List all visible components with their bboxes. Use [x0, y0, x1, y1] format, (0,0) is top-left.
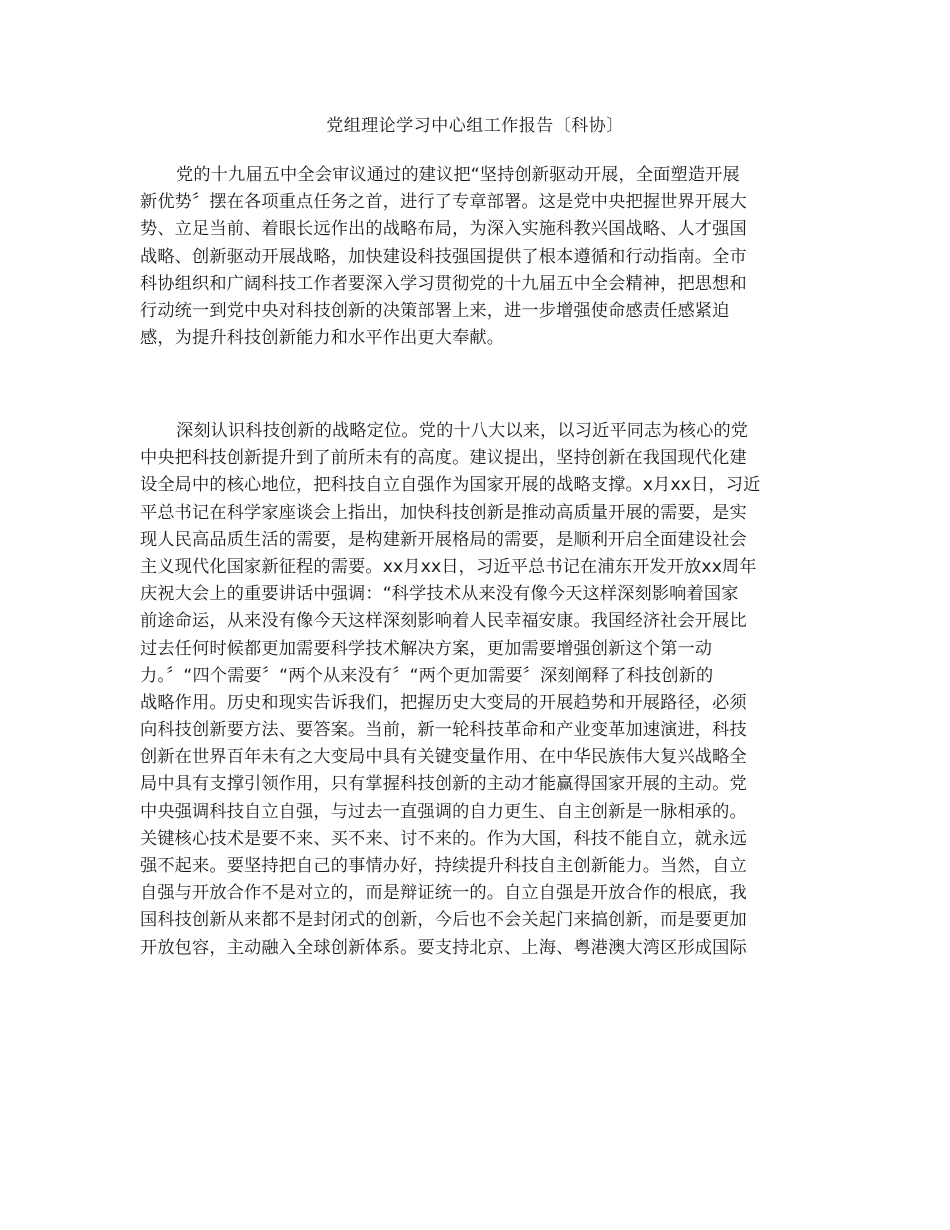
paragraph-line: 开放包容，主动融入全球创新体系。要支持北京、上海、粤港澳大湾区形成国际	[140, 937, 747, 958]
paragraph-1	[140, 162, 800, 352]
paragraph-line: 局中具有支撑引领作用，只有掌握科技创新的主动才能赢得国家开展的主动。党	[140, 774, 747, 795]
paragraph-line: 国科技创新从来都不是封闭式的创新，今后也不会关起门来搞创新，而是要更加	[140, 910, 747, 931]
paragraph-line: 党的十九届五中全会审议通过的建议把“坚持创新驱动开展，全面塑造开展	[176, 165, 740, 185]
document-title: 党组理论学习中心组工作报告〔科协〕	[326, 116, 624, 136]
paragraph-line: 设全局中的核心地位，把科技自立自强作为国家开展的战略支撑。x月xx日，习近	[140, 475, 761, 496]
paragraph-line: 战略、创新驱动开展战略，加快建设科技强国提供了根本遵循和行动指南。全市	[140, 246, 747, 267]
paragraph-line: 主义现代化国家新征程的需要。xx月xx日，习近平总书记在浦东开发开放xx周年	[140, 556, 757, 577]
paragraph-line: 现人民高品质生活的需要，是构建新开展格局的需要，是顺利开启全面建设社会	[140, 529, 747, 550]
paragraph-line: 过去任何时候都更加需要科学技术解决方案，更加需要增强创新这个第一动	[140, 638, 713, 659]
paragraph-line: 中央强调科技自立自强，与过去一直强调的自力更生、自主创新是一脉相承的。	[140, 801, 747, 822]
paragraph-line: 强不起来。要坚持把自己的事情办好，持续提升科技自主创新能力。当然，自立	[140, 856, 747, 876]
paragraph-line: 中央把科技创新提升到了前所未有的高度。建议提出，坚持创新在我国现代化建	[140, 448, 747, 469]
paragraph-2	[140, 418, 800, 962]
paragraph-line: 关键核心技术是要不来、买不来、讨不来的。作为大国，科技不能自立，就永远	[140, 828, 747, 849]
paragraph-line: 科协组织和广阔科技工作者要深入学习贯彻党的十九届五中全会精神，把思想和	[140, 273, 747, 294]
paragraph-line: 新优势〞摆在各项重点任务之首，进行了专章部署。这是党中央把握世界开展大	[140, 192, 747, 213]
paragraph-line: 感，为提升科技创新能力和水平作出更大奉献。	[140, 328, 505, 349]
paragraph-line: 向科技创新要方法、要答案。当前，新一轮科技革命和产业变革加速演进，科技	[140, 720, 747, 741]
paragraph-line: 力。〞“四个需要〞“两个从来没有〞“两个更加需要〞深刻阐释了科技创新的	[140, 665, 714, 686]
paragraph-line: 行动统一到党中央对科技创新的决策部署上来，进一步增强使命感责任感紧迫	[140, 300, 730, 321]
paragraph-line: 深刻认识科技创新的战略定位。党的十八大以来，以习近平同志为核心的党	[176, 421, 749, 441]
paragraph-line: 庆祝大会上的重要讲话中强调：“科学技术从来没有像今天这样深刻影响着国家	[140, 584, 739, 605]
paragraph-line: 势、立足当前、着眼长远作出的战略布局，为深入实施科教兴国战略、人才强国	[140, 219, 747, 240]
paragraph-line: 平总书记在科学家座谈会上指出，加快科技创新是推动高质量开展的需要，是实	[140, 502, 747, 523]
paragraph-line: 战略作用。历史和现实告诉我们，把握历史大变局的开展趋势和开展路径，必须	[140, 692, 747, 713]
paragraph-line: 前途命运，从来没有像今天这样深刻影响着人民幸福安康。我国经济社会开展比	[140, 611, 747, 632]
paragraph-line: 创新在世界百年未有之大变局中具有关键变量作用、在中华民族伟大复兴战略全	[140, 747, 747, 768]
paragraph-line: 自强与开放合作不是对立的，而是辩证统一的。自立自强是开放合作的根底，我	[140, 883, 747, 904]
